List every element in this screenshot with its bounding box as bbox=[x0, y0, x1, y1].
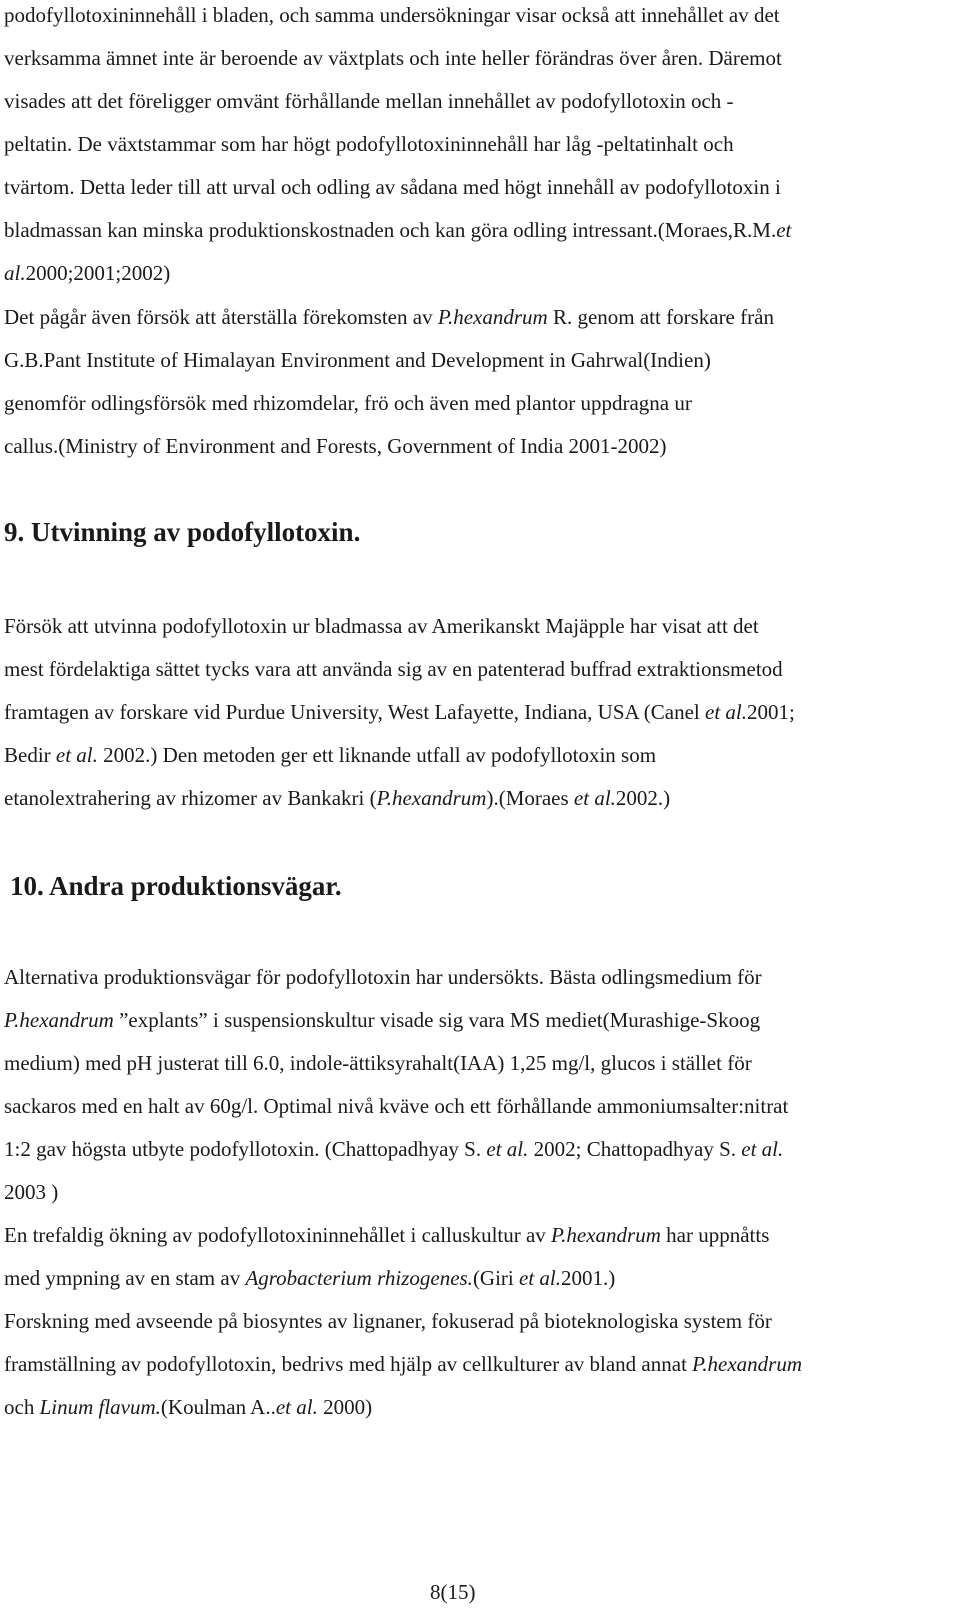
paragraph-line: Forskning med avseende på biosyntes av lignaner, fokuserad på bioteknologiska system för bbox=[4, 1309, 772, 1333]
italic-text: et al. bbox=[486, 1137, 529, 1161]
text-span: 2000;2001;2002) bbox=[25, 261, 171, 285]
paragraph-line bbox=[4, 1136, 783, 1162]
text-span: 2002.) Den metoden ger ett liknande utfall av podofyllotoxin som bbox=[97, 743, 657, 767]
text-span: 2000) bbox=[317, 1395, 373, 1419]
section-heading: 9. Utvinning av podofyllotoxin. bbox=[4, 517, 361, 547]
text-span: 2002; Chattopadhyay S. bbox=[528, 1137, 742, 1161]
paragraph-line bbox=[4, 1351, 802, 1377]
paragraph-line bbox=[4, 260, 170, 286]
italic-text: P.hexandrum bbox=[692, 1352, 803, 1376]
section-heading: 10. Andra produktionsvägar. bbox=[10, 871, 342, 901]
text-span: med ympning av en stam av bbox=[4, 1266, 246, 1290]
text-span: etanolextrahering av rhizomer av Bankakri ( bbox=[4, 786, 377, 810]
paragraph-line bbox=[4, 217, 791, 243]
paragraph-line bbox=[4, 785, 670, 811]
text-span: och bbox=[4, 1395, 40, 1419]
paragraph-line: peltatin. De växtstammar som har högt podofyllotoxininnehåll har låg -peltatinhalt och bbox=[4, 132, 734, 156]
italic-text: P.hexandrum bbox=[551, 1223, 661, 1247]
text-span: (Giri bbox=[472, 1266, 520, 1290]
text-span: ”explants” i suspensionskultur visade sig vara MS mediet(Murashige-Skoog bbox=[113, 1008, 761, 1032]
paragraph-line: Alternativa produktionsvägar för podofyllotoxin har undersökts. Bästa odlingsmedium för bbox=[4, 965, 762, 989]
italic-text: et al. bbox=[741, 1137, 784, 1161]
paragraph-line: mest fördelaktiga sättet tycks vara att använda sig av en patenterad buffrad extraktionsmetod bbox=[4, 657, 783, 681]
paragraph-line bbox=[4, 1222, 769, 1248]
text-span: (Koulman A.. bbox=[160, 1395, 276, 1419]
text-span: En trefaldig ökning av podofyllotoxininnehållet i calluskultur av bbox=[4, 1223, 552, 1247]
paragraph-line bbox=[4, 1007, 760, 1033]
italic-text: et al. bbox=[705, 700, 748, 724]
text-span: 1:2 gav högsta utbyte podofyllotoxin. (Chattopadhyay S. bbox=[4, 1137, 487, 1161]
italic-text: et al. bbox=[275, 1395, 318, 1419]
italic-text: Agrobacterium rhizogenes. bbox=[245, 1266, 473, 1290]
italic-text: al. bbox=[4, 261, 26, 285]
italic-text: Linum flavum. bbox=[39, 1395, 161, 1419]
paragraph-line: visades att det föreligger omvänt förhållande mellan innehållet av podofyllotoxin och - bbox=[4, 89, 734, 113]
paragraph-line: tvärtom. Detta leder till att urval och odling av sådana med högt innehåll av podofyllotoxin i bbox=[4, 175, 781, 199]
text-span: ).(Moraes bbox=[486, 786, 574, 810]
paragraph-line: sackaros med en halt av 60g/l. Optimal nivå kväve och ett förhållande ammoniumsalter:nitrat bbox=[4, 1094, 789, 1118]
text-span: 2001.) bbox=[561, 1266, 616, 1290]
text-span: R. genom att forskare från bbox=[547, 305, 774, 329]
italic-text: P.hexandrum bbox=[376, 786, 487, 810]
paragraph-line: callus.(Ministry of Environment and Forests, Government of India 2001-2002) bbox=[4, 434, 667, 458]
paragraph-line: medium) med pH justerat till 6.0, indole-ättiksyrahalt(IAA) 1,25 mg/l, glucos i stället för bbox=[4, 1051, 752, 1075]
paragraph-line: 2003 ) bbox=[4, 1180, 59, 1204]
italic-text: P.hexandrum bbox=[4, 1008, 114, 1032]
text-span: Det pågår även försök att återställa förekomsten av bbox=[4, 305, 438, 329]
text-span: 2001; bbox=[747, 700, 795, 724]
paragraph-line: Försök att utvinna podofyllotoxin ur bladmassa av Amerikanskt Majäpple har visat att det bbox=[4, 614, 759, 638]
text-span: 2002.) bbox=[615, 786, 671, 810]
paragraph-line bbox=[4, 1265, 615, 1291]
paragraph-line bbox=[4, 304, 774, 330]
text-span: framtagen av forskare vid Purdue University, West Lafayette, Indiana, USA (Canel bbox=[4, 700, 706, 724]
paragraph-line bbox=[4, 1394, 372, 1420]
paragraph-line: genomför odlingsförsök med rhizomdelar, frö och även med plantor uppdragna ur bbox=[4, 391, 692, 415]
paragraph-line bbox=[4, 742, 656, 768]
paragraph-line bbox=[4, 699, 795, 725]
italic-text: et al. bbox=[519, 1266, 562, 1290]
paragraph-line: G.B.Pant Institute of Himalayan Environment and Development in Gahrwal(Indien) bbox=[4, 348, 711, 372]
italic-text: et al. bbox=[55, 743, 98, 767]
paragraph-line: verksamma ämnet inte är beroende av växtplats och inte heller förändras över åren. Däremot bbox=[4, 46, 782, 70]
italic-text: P.hexandrum bbox=[437, 305, 548, 329]
text-span: framställning av podofyllotoxin, bedrivs med hjälp av cellkulturer av bland annat bbox=[4, 1352, 693, 1376]
page-number: 8(15) bbox=[430, 1580, 476, 1604]
text-span: har uppnåtts bbox=[660, 1223, 770, 1247]
italic-text: et bbox=[776, 218, 792, 242]
text-span: Bedir bbox=[4, 743, 56, 767]
italic-text: et al. bbox=[573, 786, 616, 810]
paragraph-line: podofyllotoxininnehåll i bladen, och samma undersökningar visar också att innehållet av det bbox=[4, 3, 780, 27]
text-span: bladmassan kan minska produktionskostnaden och kan göra odling intressant.(Moraes,R.M. bbox=[4, 218, 777, 242]
